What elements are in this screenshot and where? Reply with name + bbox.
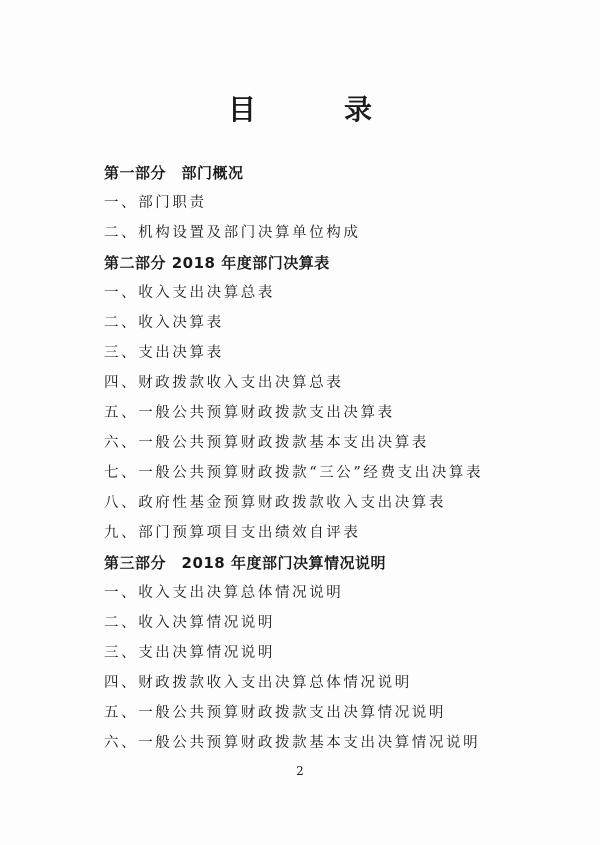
toc-item: 二、收入决算情况说明 bbox=[104, 615, 275, 631]
toc-item: 二、机构设置及部门决算单位构成 bbox=[104, 225, 361, 241]
toc-item: 六、一般公共预算财政拨款基本支出决算情况说明 bbox=[104, 735, 481, 751]
toc-item: 七、一般公共预算财政拨款“三公”经费支出决算表 bbox=[104, 465, 484, 481]
page-title: 目 录 bbox=[227, 93, 402, 126]
toc-item: 一、收入支出决算总表 bbox=[104, 285, 275, 301]
page-number: 2 bbox=[296, 764, 304, 778]
toc-part-3: 第三部分 2018 年度部门决算情况说明 bbox=[104, 554, 386, 572]
toc-item: 三、支出决算表 bbox=[104, 345, 224, 361]
toc-item: 八、政府性基金预算财政拨款收入支出决算表 bbox=[104, 495, 446, 511]
toc-item: 六、一般公共预算财政拨款基本支出决算表 bbox=[104, 435, 429, 451]
toc-item: 五、一般公共预算财政拨款支出决算情况说明 bbox=[104, 705, 446, 721]
toc-item: 一、收入支出决算总体情况说明 bbox=[104, 585, 344, 601]
toc-item: 四、财政拨款收入支出决算总表 bbox=[104, 375, 344, 391]
toc-item: 三、支出决算情况说明 bbox=[104, 645, 275, 661]
toc-part-1: 第一部分 部门概况 bbox=[104, 164, 244, 182]
table-of-contents bbox=[104, 158, 524, 758]
toc-item: 一、部门职责 bbox=[104, 195, 207, 211]
toc-item: 四、财政拨款收入支出决算总体情况说明 bbox=[104, 675, 412, 691]
toc-item: 九、部门预算项目支出绩效自评表 bbox=[104, 525, 361, 541]
toc-item: 二、收入决算表 bbox=[104, 315, 224, 331]
toc-item: 五、一般公共预算财政拨款支出决算表 bbox=[104, 405, 395, 421]
toc-part-2: 第二部分 2018 年度部门决算表 bbox=[104, 254, 330, 272]
